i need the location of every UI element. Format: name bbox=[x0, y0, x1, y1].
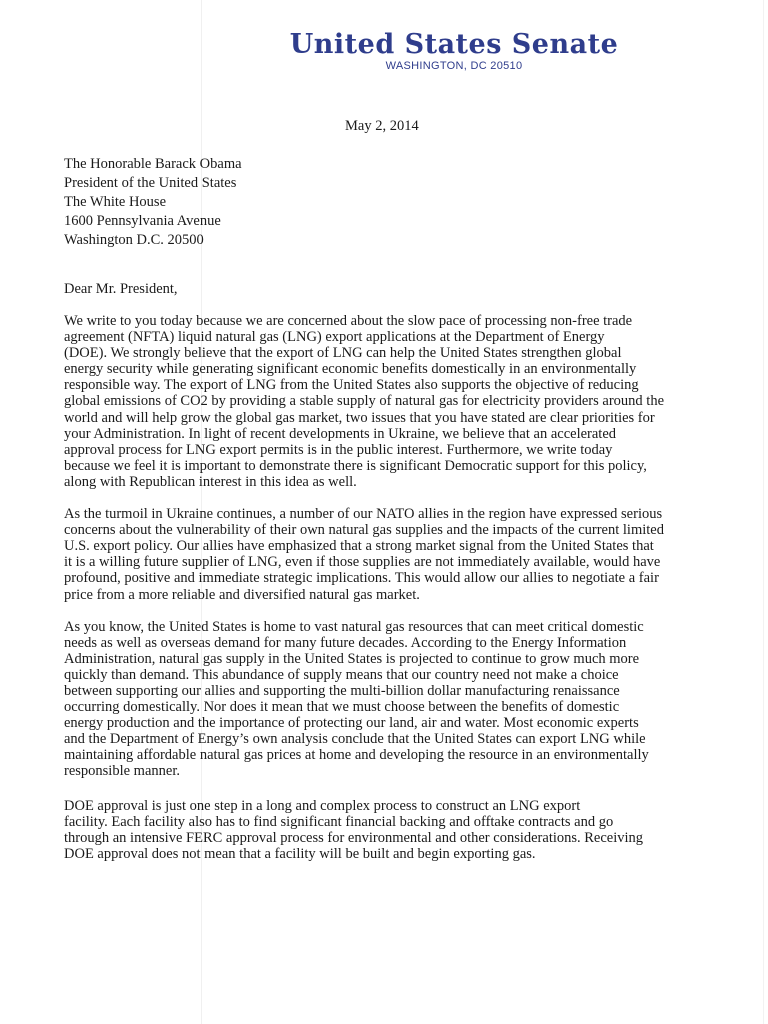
text-line: price from a more reliable and diversified natural gas market. bbox=[64, 586, 420, 603]
letterhead-title: United States Senate bbox=[289, 29, 619, 60]
salutation: Dear Mr. President, bbox=[64, 281, 178, 297]
address-line: The White House bbox=[64, 194, 167, 210]
address-line: 1600 Pennsylvania Avenue bbox=[64, 213, 221, 229]
text-line: responsible manner. bbox=[64, 763, 180, 780]
text-line: agreement (NFTA) liquid natural gas (LNG) export applications at the Department of Energy bbox=[64, 329, 605, 346]
text-line: DOE approval is just one step in a long and complex process to construct an LNG export bbox=[64, 797, 581, 814]
text-line: (DOE). We strongly believe that the export of LNG can help the United States strengthen global bbox=[64, 345, 622, 362]
text-line: your Administration. In light of recent developments in Ukraine, we believe that an accelerated bbox=[64, 425, 617, 442]
paragraph-4 bbox=[64, 798, 696, 862]
text-line: energy security while generating significant economic benefits domestically in an environmentally bbox=[64, 361, 637, 378]
letter-body bbox=[64, 313, 696, 878]
address-line: Washington D.C. 20500 bbox=[64, 232, 204, 248]
letterhead bbox=[0, 30, 768, 73]
text-line: Administration, natural gas supply in the United States is projected to continue to grow much more bbox=[64, 650, 640, 667]
paragraph-3 bbox=[64, 619, 696, 780]
text-line: along with Republican interest in this idea as well. bbox=[64, 473, 357, 490]
text-line: through an intensive FERC approval process for environmental and other considerations. Receiving bbox=[64, 829, 644, 846]
letterhead-address: WASHINGTON, DC 20510 bbox=[385, 60, 523, 72]
text-line: facility. Each facility also has to find significant financial backing and offtake contracts and go bbox=[64, 813, 614, 830]
text-line: and the Department of Energy’s own analysis conclude that the United States can export LNG while bbox=[64, 731, 646, 748]
text-line: between supporting our allies and supporting the multi-billion dollar manufacturing renaissance bbox=[64, 682, 620, 699]
text-line: As the turmoil in Ukraine continues, a number of our NATO allies in the region have expressed serious bbox=[64, 506, 663, 523]
text-line: energy production and the importance of protecting our land, air and water. Most economic experts bbox=[64, 715, 639, 732]
text-line: approval process for LNG export permits is in the public interest. Furthermore, we write today bbox=[64, 441, 613, 458]
text-line: profound, positive and immediate strategic implications. This would allow our allies to negotiate a fair bbox=[64, 570, 659, 587]
text-line: occurring domestically. Nor does it mean that we must choose between the benefits of domestic bbox=[64, 699, 620, 716]
text-line: concerns about the vulnerability of their own natural gas supplies and the impacts of the current limited bbox=[64, 522, 664, 539]
text-line: global emissions of CO2 by providing a stable supply of natural gas for electricity providers around the bbox=[64, 393, 665, 410]
text-line: responsible way. The export of LNG from the United States also supports the objective of reducing bbox=[64, 377, 639, 394]
text-line: We write to you today because we are concerned about the slow pace of processing non-free trade bbox=[64, 313, 633, 329]
paragraph-1 bbox=[64, 313, 696, 490]
text-line: DOE approval does not mean that a facility will be built and begin exporting gas. bbox=[64, 845, 536, 862]
text-line: it is a willing future supplier of LNG, even if those supplies are not immediately available, would have bbox=[64, 554, 661, 571]
address-line: President of the United States bbox=[64, 175, 237, 191]
text-line: because we feel it is important to demonstrate there is significant Democratic support for this policy, bbox=[64, 457, 647, 474]
text-line: U.S. export policy. Our allies have emphasized that a strong market signal from the United States that bbox=[64, 538, 654, 555]
recipient-address bbox=[64, 155, 242, 250]
text-line: needs as well as overseas demand for many future decades. According to the Energy Information bbox=[64, 634, 627, 651]
text-line: world and will help grow the global gas market, two issues that you have stated are clear priorities for bbox=[64, 409, 655, 426]
address-line: The Honorable Barack Obama bbox=[64, 156, 242, 172]
paragraph-2 bbox=[64, 506, 696, 603]
paper-edge-shadow bbox=[763, 0, 764, 1024]
text-line: maintaining affordable natural gas prices at home and developing the resource in an environmentally bbox=[64, 747, 649, 764]
text-line: quickly than demand. This abundance of supply means that our country need not make a choice bbox=[64, 666, 619, 683]
letter-date: May 2, 2014 bbox=[345, 118, 419, 134]
text-line: As you know, the United States is home to vast natural gas resources that can meet critical domestic bbox=[64, 618, 644, 635]
